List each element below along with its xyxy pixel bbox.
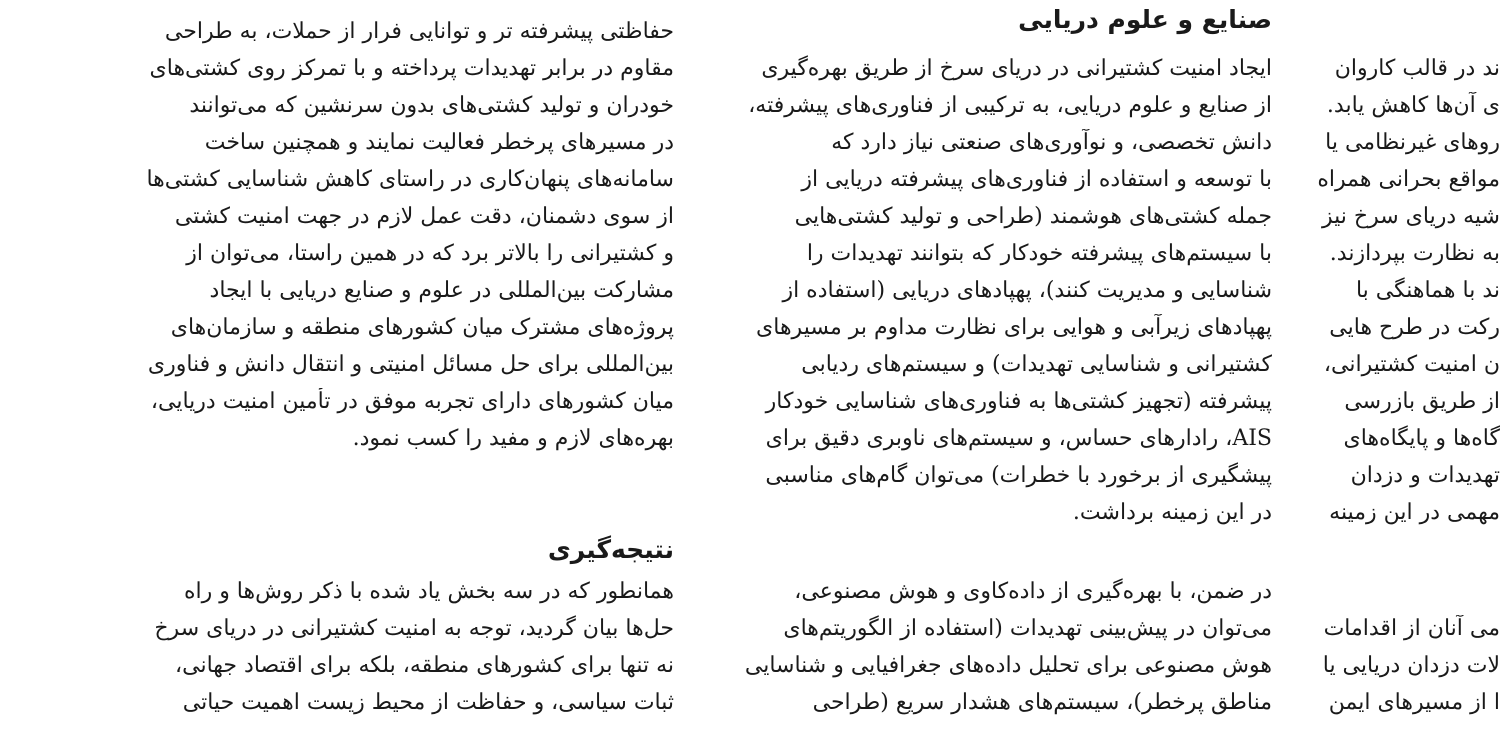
right-line: مهمی در این زمینه <box>1329 500 1500 525</box>
middle-line: جمله کشتی‌های هوشمند (طراحی و تولید کشتی‌هایی <box>794 204 1272 229</box>
right-line: ی آن‌ها کاهش یابد. <box>1326 93 1500 118</box>
middle-line: هوش مصنوعی برای تحلیل داده‌های جغرافیایی و شناسایی <box>744 653 1272 678</box>
right-column <box>1308 0 1500 730</box>
middle-line: پیشرفته (تجهیز کشتی‌ها به فناوری‌های شناسایی خودکار <box>765 389 1272 414</box>
middle-line: با سیستم‌های پیشرفته خودکار که بتوانند تهدیدات را <box>806 241 1272 266</box>
right-line: از طریق بازرسی <box>1344 389 1500 414</box>
middle-line: پیشگیری از برخورد با خطرات) می‌توان گام‌های مناسبی <box>765 463 1272 488</box>
left-line: از سوی دشمنان، دقت عمل لازم در جهت امنیت کشتی <box>174 204 674 229</box>
left-line: حفاظتی پیشرفته تر و توانایی فرار از حملات، به طراحی <box>164 19 674 44</box>
left-column <box>118 0 674 730</box>
left-line: پروژه‌های مشترک میان کشورهای منطقه و سازمان‌های <box>170 315 674 340</box>
middle-line: شناسایی و مدیریت کنند)، پهپادهای دریایی (استفاده از <box>782 278 1272 303</box>
left-line: سامانه‌های پنهان‌کاری در راستای کاهش شناسایی کشتی‌ها <box>146 167 674 192</box>
middle-line: دانش تخصصی، و نوآوری‌های صنعتی نیاز دارد که <box>831 130 1272 155</box>
right-line: گاه‌ها و پایگاه‌های <box>1343 426 1500 451</box>
section-heading: صنایع و علوم دریایی <box>1018 5 1272 34</box>
middle-line: از صنایع و علوم دریایی، به ترکیبی از فناوری‌های پیشرفته، <box>748 93 1272 118</box>
left-line: بهره‌های لازم و مفید را کسب نمود. <box>352 426 674 451</box>
left-line: همانطور که در سه بخش یاد شده با ذکر روش‌ها و راه <box>183 579 674 604</box>
right-line: به نظارت بپردازند. <box>1329 241 1500 266</box>
middle-line: کشتیرانی و شناسایی تهدیدات) و سیستم‌های ردیابی <box>801 352 1272 377</box>
right-line: مواقع بحرانی همراه <box>1317 167 1500 192</box>
left-line: ثبات سیاسی، و حفاظت از محیط زیست اهمیت حیاتی <box>182 690 674 715</box>
right-line: می آنان از اقدامات <box>1323 616 1500 641</box>
right-line: رکت در طرح هایی <box>1329 315 1500 340</box>
right-line: روهای غیرنظامی یا <box>1325 130 1500 155</box>
middle-line: در ضمن، با بهره‌گیری از داده‌کاوی و هوش مصنوعی، <box>794 579 1272 604</box>
middle-line: ایجاد امنیت کشتیرانی در دریای سرخ از طریق بهره‌گیری <box>761 56 1272 81</box>
right-line: ن امنیت کشتیرانی، <box>1323 352 1500 377</box>
left-line: مقاوم در برابر تهدیدات پرداخته و با تمرکز روی کشتی‌های <box>149 56 674 81</box>
left-line: حل‌ها بیان گردید، توجه به امنیت کشتیرانی در دریای سرخ <box>154 616 674 641</box>
right-line: ند در قالب کاروان <box>1334 56 1500 81</box>
left-line: بین‌المللی برای حل مسائل امنیتی و انتقال دانش و فناوری <box>147 352 674 377</box>
middle-column <box>716 0 1272 730</box>
right-line: شیه دریای سرخ نیز <box>1322 204 1500 229</box>
left-line: و کشتیرانی را بالاتر برد که در همین راستا، می‌توان از <box>186 241 674 266</box>
middle-line: AIS، رادارهای حساس، و سیستم‌های ناوبری دقیق برای <box>765 426 1272 451</box>
left-line: در مسیرهای پرخطر فعالیت نمایند و همچنین ساخت <box>204 130 674 155</box>
middle-line: مناطق پرخطر)، سیستم‌های هشدار سریع (طراحی <box>812 690 1272 715</box>
left-line: مشارکت بین‌المللی در علوم و صنایع دریایی با ایجاد <box>209 278 674 303</box>
right-line: ند با هماهنگی با <box>1355 278 1500 303</box>
right-line: لات دزدان دریایی یا <box>1322 653 1500 678</box>
left-line: خودران و تولید کشتی‌های بدون سرنشین که می‌توانند <box>189 93 674 118</box>
left-line: نه تنها برای کشورهای منطقه، بلکه برای اقتصاد جهانی، <box>175 653 674 678</box>
right-line: ا از مسیرهای ایمن <box>1328 690 1500 715</box>
middle-line: با توسعه و استفاده از فناوری‌های پیشرفته دریایی از <box>801 167 1272 192</box>
conclusion-heading: نتیجه‌گیری <box>547 535 674 564</box>
middle-line: در این زمینه برداشت. <box>1072 500 1272 525</box>
middle-line: می‌توان در پیش‌بینی تهدیدات (استفاده از الگوریتم‌های <box>783 616 1272 641</box>
middle-line: پهپادهای زیرآبی و هوایی برای نظارت مداوم بر مسیرهای <box>756 315 1272 340</box>
left-line: میان کشورهای دارای تجربه موفق در تأمین امنیت دریایی، <box>150 389 674 414</box>
right-line: تهدیدات و دزدان <box>1350 463 1500 488</box>
